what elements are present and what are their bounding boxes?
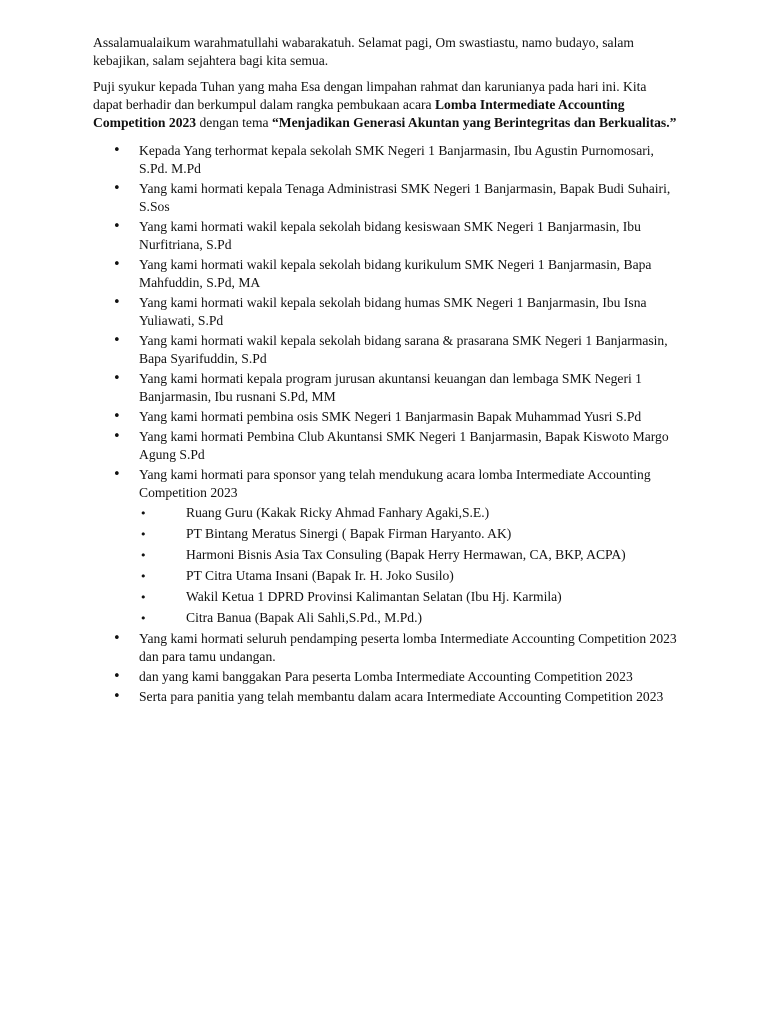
list-item: • Yang kami hormati Pembina Club Akuntansi SMK Negeri 1 Banjarmasin, Bapak Kiswoto Margo Agung S.Pd (93, 428, 678, 464)
bullet-icon (140, 568, 186, 586)
sponsor-text: PT Bintang Meratus Sinergi ( Bapak Firman Haryanto. AK) (186, 526, 512, 541)
bullet-icon (140, 505, 186, 523)
list-item: • Yang kami hormati wakil kepala sekolah bidang kesiswaan SMK Negeri 1 Banjarmasin, Ibu Nurfitriana, S.Pd (93, 218, 678, 254)
intro-text-2: dengan tema (196, 115, 272, 130)
list-item: • Yang kami hormati kepala program jurusan akuntansi keuangan dan lembaga SMK Negeri 1 Banjarmasin, Ibu rusnani S.Pd, MM (93, 370, 678, 406)
sponsor-item (93, 609, 678, 628)
intro-paragraph (93, 78, 678, 132)
bullet-icon (140, 526, 186, 544)
list-item: • Yang kami hormati kepala Tenaga Administrasi SMK Negeri 1 Banjarmasin, Bapak Budi Suhairi, S.Sos (93, 180, 678, 216)
intro-text-1: Puji syukur kepada Tuhan yang maha Esa dengan limpahan rahmat dan karunianya pada hari ini. Kita dapat berhadir dan berkumpul dalam rangka pembukaan acara (93, 79, 647, 112)
list-item: • Yang kami hormati pembina osis SMK Negeri 1 Banjarmasin Bapak Muhammad Yusri S.Pd (93, 408, 678, 426)
sponsor-text: PT Citra Utama Insani (Bapak Ir. H. Joko Susilo) (186, 568, 454, 583)
list-item: • Yang kami hormati wakil kepala sekolah bidang kurikulum SMK Negeri 1 Banjarmasin, Bapa Mahfuddin, S.Pd, MA (93, 256, 678, 292)
sponsor-item (93, 525, 678, 544)
list-item: • Yang kami hormati seluruh pendamping peserta lomba Intermediate Accounting Competition 2023 dan para tamu undangan. (93, 630, 678, 666)
sponsor-text: Wakil Ketua 1 DPRD Provinsi Kalimantan Selatan (Ibu Hj. Karmila) (186, 589, 562, 604)
greeting-paragraph: Assalamualaikum warahmatullahi wabarakatuh. Selamat pagi, Om swastiastu, namo budayo, salam kebajikan, salam sejahtera bagi kita semua. (93, 35, 634, 68)
sponsor-text: Ruang Guru (Kakak Ricky Ahmad Fanhary Agaki,S.E.) (186, 505, 490, 520)
bullet-icon (140, 547, 186, 565)
bullet-icon (140, 589, 186, 607)
list-item: • Kepada Yang terhormat kepala sekolah SMK Negeri 1 Banjarmasin, Ibu Agustin Purnomosari, S.Pd. M.Pd (93, 142, 678, 178)
sponsor-item (93, 567, 678, 586)
list-item-sponsors (93, 466, 678, 628)
list-item: • Serta para panitia yang telah membantu dalam acara Intermediate Accounting Competition 2023 (93, 688, 678, 706)
list-item: • Yang kami hormati wakil kepala sekolah bidang sarana & prasarana SMK Negeri 1 Banjarmasin, Bapa Syarifuddin, S.Pd (93, 332, 678, 368)
sponsor-item (93, 546, 678, 565)
sponsor-text: Citra Banua (Bapak Ali Sahli,S.Pd., M.Pd.) (186, 610, 422, 625)
event-theme: “Menjadikan Generasi Akuntan yang Berintegritas dan Berkualitas.” (271, 115, 677, 130)
list-item: • dan yang kami banggakan Para peserta Lomba Intermediate Accounting Competition 2023 (93, 668, 678, 686)
bullet-icon (140, 610, 186, 628)
list-item-text: Yang kami hormati para sponsor yang telah mendukung acara lomba Intermediate Accounting Competition 2023 (139, 467, 651, 500)
sponsor-item (93, 588, 678, 607)
list-item: • Yang kami hormati wakil kepala sekolah bidang humas SMK Negeri 1 Banjarmasin, Ibu Isna Yuliawati, S.Pd (93, 294, 678, 330)
sponsor-list (93, 504, 678, 628)
sponsor-text: Harmoni Bisnis Asia Tax Consuling (Bapak Herry Hermawan, CA, BKP, ACPA) (186, 547, 626, 562)
event-name: Lomba Intermediate Accounting Competition 2023 (93, 97, 625, 130)
sponsor-item (93, 504, 678, 523)
salutation-list (93, 142, 678, 706)
